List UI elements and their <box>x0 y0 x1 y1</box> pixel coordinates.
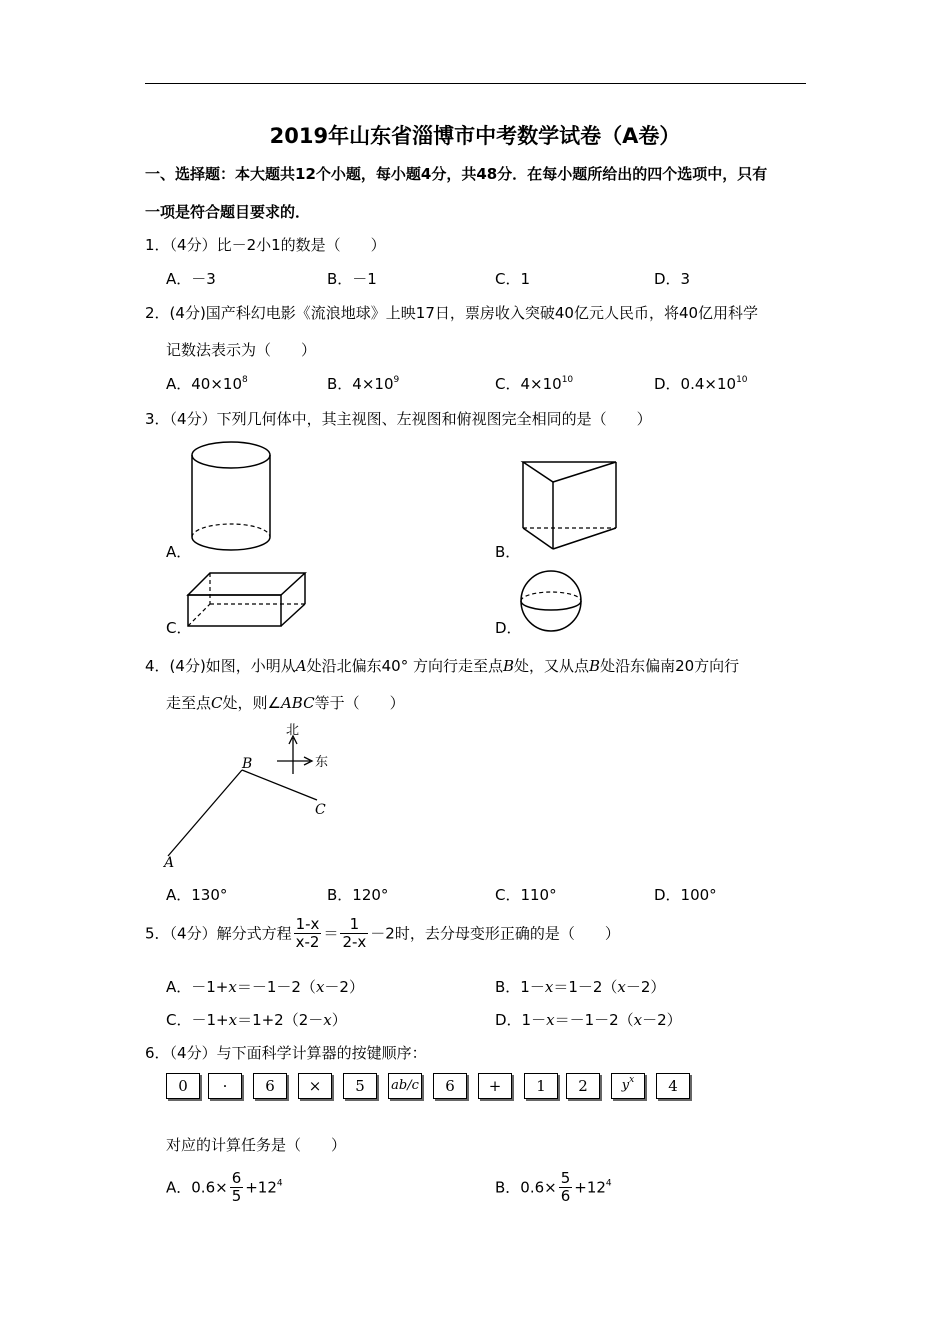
point-a-label: A <box>164 855 175 871</box>
q3-option-a: A． <box>166 543 192 561</box>
q1-option-a: A．－3 <box>166 270 216 288</box>
exam-title: 2019年山东省淄博市中考数学试卷（A卷） <box>269 124 681 148</box>
question-4-line2: 走至点C处，则∠ABC等于（ ） <box>166 694 405 712</box>
q5-fraction-1: $\frac{1-x}{x-2}$ <box>295 915 320 952</box>
q2-option-b: B．$4\times 10^9$ <box>327 375 400 393</box>
calc-key-6: 6 <box>253 1073 287 1099</box>
point-c-label: C <box>315 802 326 818</box>
point-b-label: B <box>242 756 253 772</box>
calc-key-6b: 6 <box>433 1073 467 1099</box>
q4-option-a: A．130° <box>166 886 228 904</box>
q5-option-d: D．1－x＝－1－2（x－2） <box>495 1011 682 1029</box>
q6a-fraction: $\frac{6}{5}$ <box>231 1169 242 1206</box>
calc-key-0: 0 <box>166 1073 200 1099</box>
q2-option-d: D．$0.4\times 10^{10}$ <box>654 375 748 393</box>
calc-key-multiply: × <box>298 1073 332 1099</box>
q1-option-c: C．1 <box>495 270 531 288</box>
question-2-line1: 2．(4分)国产科幻电影《流浪地球》上映17日，票房收入突破40亿元人民币，将40亿用科学 <box>145 304 759 322</box>
q4-option-b: B．120° <box>327 886 389 904</box>
header-rule <box>145 83 806 84</box>
q6-option-a: A．0.6× $\frac{6}{5}$ $+12^4$ <box>166 1169 283 1206</box>
sphere-icon <box>518 568 584 634</box>
question-6-task: 对应的计算任务是（ ） <box>166 1136 347 1154</box>
q2-option-c: C．$4\times 10^{10}$ <box>495 375 574 393</box>
q5-option-c: C．－1+x＝1+2（2－x） <box>166 1011 347 1029</box>
calc-key-fraction: ab/c <box>388 1073 422 1099</box>
calc-key-2: 2 <box>566 1073 600 1099</box>
cuboid-icon <box>186 570 311 630</box>
question-1: 1．（4分）比－2小1的数是（ ） <box>145 236 386 254</box>
cylinder-icon <box>190 440 280 555</box>
section-instruction-line2: 一项是符合题目要求的． <box>145 203 311 221</box>
calc-key-1: 1 <box>524 1073 558 1099</box>
question-3: 3．（4分）下列几何体中，其主视图、左视图和俯视图完全相同的是（ ） <box>145 410 652 428</box>
q3-option-b: B． <box>495 543 521 561</box>
q3-option-c: C． <box>166 619 192 637</box>
calc-key-plus: + <box>478 1073 512 1099</box>
question-5: 5．（4分）解分式方程 $\frac{1-x}{x-2}$ ＝ $\frac{1}{2-x}$ －2时，去分母变形正确的是（ ） <box>145 915 620 952</box>
calc-key-power: $y^x$ <box>611 1073 645 1099</box>
q5-option-b: B．1－x＝1－2（x－2） <box>495 978 666 996</box>
segment-ab <box>168 770 242 856</box>
direction-diagram <box>160 720 350 870</box>
q6-option-b: B．0.6× $\frac{5}{6}$ $+12^4$ <box>495 1169 612 1206</box>
calc-key-dot: · <box>208 1073 242 1099</box>
segment-bc <box>242 770 317 800</box>
triangular-prism-icon <box>520 458 620 553</box>
q1-option-b: B．－1 <box>327 270 377 288</box>
q6b-fraction: $\frac{5}{6}$ <box>560 1169 571 1206</box>
question-2-line2: 记数法表示为（ ） <box>166 341 317 359</box>
east-label: 东 <box>315 755 329 770</box>
north-label: 北 <box>286 723 300 738</box>
question-6: 6．（4分）与下面科学计算器的按键顺序： <box>145 1044 427 1062</box>
q3-option-d: D． <box>495 619 522 637</box>
q4-option-c: C．110° <box>495 886 557 904</box>
calc-key-5: 5 <box>343 1073 377 1099</box>
q5-fraction-2: $\frac{1}{2-x}$ <box>342 915 367 952</box>
q5-option-a: A．－1+x＝－1－2（x－2） <box>166 978 364 996</box>
calc-key-4: 4 <box>656 1073 690 1099</box>
q1-option-d: D．3 <box>654 270 691 288</box>
q4-option-d: D．100° <box>654 886 717 904</box>
section-instruction-line1: 一、选择题：本大题共12个小题，每小题4分，共48分．在每小题所给出的四个选项中，只有 <box>145 165 768 183</box>
q2-option-a: A．$40\times 10^8$ <box>166 375 248 393</box>
question-4-line1: 4．(4分)如图，小明从A处沿北偏东40° 方向行走至点B处，又从点B处沿东偏南20方向行 <box>145 657 740 675</box>
